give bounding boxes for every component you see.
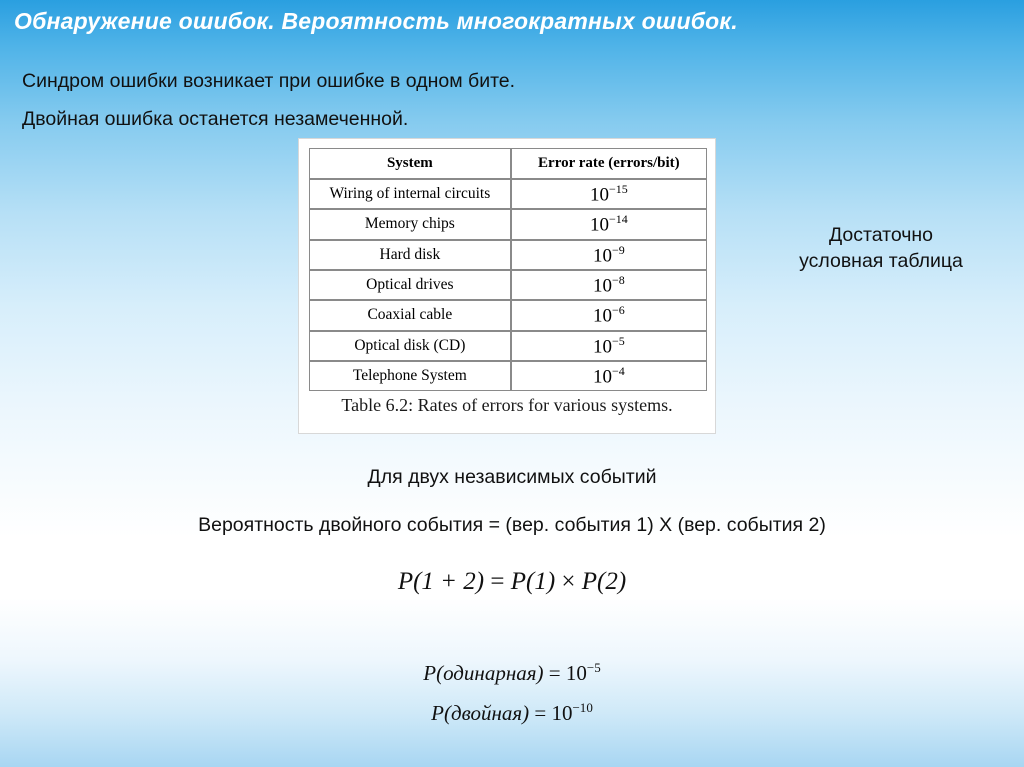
cell-error-rate <box>511 209 707 239</box>
rate-exponent: −9 <box>611 242 625 257</box>
rate-base: 10 <box>592 366 612 388</box>
probability-formula-text: Вероятность двойного события = (вер. события 1) Х (вер. события 2) <box>198 514 826 536</box>
side-note-line-1: Достаточно <box>828 224 934 246</box>
rate-exponent: −8 <box>611 272 625 287</box>
table-row <box>309 240 707 270</box>
cell-error-rate <box>511 240 707 270</box>
equation-main <box>0 568 1024 596</box>
equation-single-left: P(одинарная) <box>423 661 544 685</box>
cell-system: Optical drives <box>309 270 511 300</box>
table-header-row <box>309 148 707 179</box>
cell-system: Optical disk (CD) <box>309 331 511 361</box>
rate-base: 10 <box>592 275 612 297</box>
cell-error-rate <box>511 270 707 300</box>
equation-double-relation: = <box>534 701 547 725</box>
cell-system: Wiring of internal circuits <box>309 179 511 209</box>
table-row <box>309 270 707 300</box>
bullet-line-2: Двойная ошибка останется незамеченной. <box>22 108 409 130</box>
rate-exponent: −14 <box>608 212 628 227</box>
cell-error-rate <box>511 300 707 330</box>
equation-main-relation: = <box>490 568 505 595</box>
table-row <box>309 361 707 391</box>
equation-double-left: P(двойная) <box>431 701 530 725</box>
table-caption: Table 6.2: Rates of errors for various systems. <box>341 395 673 415</box>
column-header-system: System <box>309 148 511 179</box>
rate-exponent: −6 <box>611 303 625 318</box>
equation-single-base: 10 <box>565 661 587 685</box>
rate-base: 10 <box>589 184 609 206</box>
table-row <box>309 179 707 209</box>
rate-base: 10 <box>592 244 612 266</box>
equation-main-right-b: P(2) <box>581 568 627 595</box>
table-figure <box>298 138 716 434</box>
page-title: Обнаружение ошибок. Вероятность многократных ошибок. <box>14 8 738 34</box>
rate-exponent: −4 <box>611 363 625 378</box>
table-row <box>309 300 707 330</box>
cell-error-rate <box>511 361 707 391</box>
equation-double-error <box>0 700 1024 726</box>
table-row <box>309 331 707 361</box>
cell-system: Hard disk <box>309 240 511 270</box>
error-rates-table <box>309 148 707 391</box>
bullet-line-1: Синдром ошибки возникает при ошибке в одном бите. <box>22 70 516 92</box>
equation-main-right-a: P(1) <box>510 568 556 595</box>
cell-error-rate <box>511 331 707 361</box>
rate-base: 10 <box>592 305 612 327</box>
equation-main-left: P(1 + 2) <box>397 568 485 595</box>
rate-base: 10 <box>589 214 609 236</box>
equation-single-exponent: −5 <box>586 660 601 675</box>
rate-exponent: −5 <box>611 333 625 348</box>
equation-single-error <box>0 660 1024 686</box>
equation-main-times: × <box>561 568 576 595</box>
side-note-line-2: условная таблица <box>799 250 963 273</box>
side-note <box>756 222 1006 275</box>
equation-double-base: 10 <box>551 701 573 725</box>
rate-base: 10 <box>592 335 612 357</box>
table-row <box>309 209 707 239</box>
cell-system: Memory chips <box>309 209 511 239</box>
independent-events-text: Для двух независимых событий <box>367 466 657 488</box>
equation-single-relation: = <box>548 661 561 685</box>
cell-system: Telephone System <box>309 361 511 391</box>
column-header-error-rate: Error rate (errors/bit) <box>511 148 707 179</box>
rate-exponent: −15 <box>608 182 628 196</box>
equation-double-exponent: −10 <box>572 700 593 715</box>
cell-error-rate <box>511 179 707 209</box>
cell-system: Coaxial cable <box>309 300 511 330</box>
